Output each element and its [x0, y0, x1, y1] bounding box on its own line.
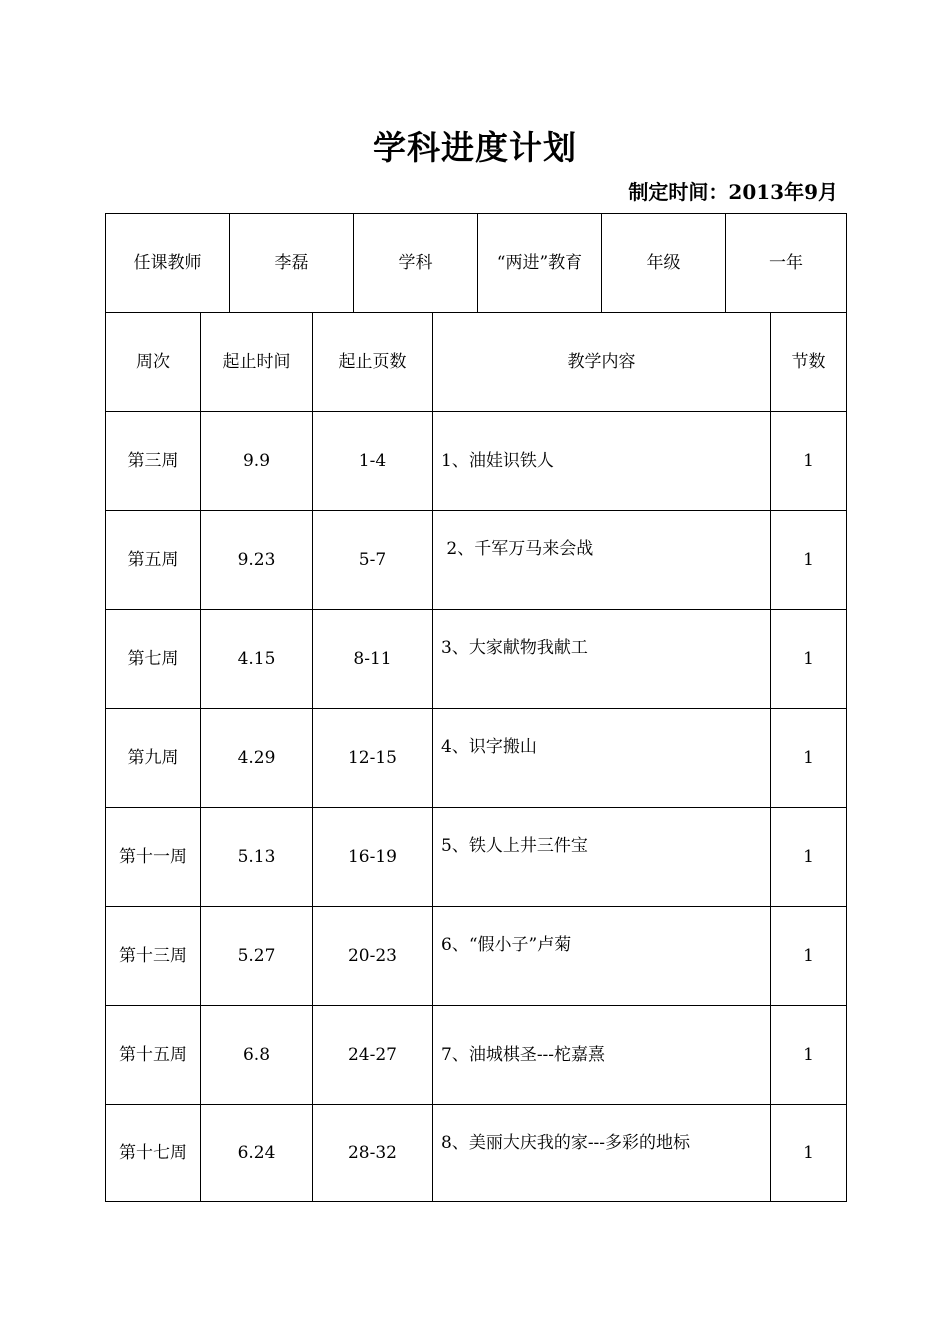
table-row [106, 808, 846, 907]
table-row [106, 511, 846, 610]
header-pages: 起止页数 [313, 313, 433, 411]
schedule-table [105, 213, 847, 1202]
table-row [106, 610, 846, 709]
week-cell: 第十三周 [106, 907, 201, 1005]
lessons-cell: 1 [803, 846, 814, 867]
time-cell: 5.27 [201, 907, 313, 1005]
pages-cell: 16-19 [313, 808, 433, 906]
teacher-value: 李磊 [230, 214, 354, 312]
pages-cell: 28-32 [313, 1105, 433, 1201]
pages-cell: 8-11 [313, 610, 433, 708]
pages-cell: 1-4 [313, 412, 433, 510]
content-cell: 4、识字搬山 [433, 709, 771, 807]
week-cell: 第三周 [106, 412, 201, 510]
info-row [106, 214, 846, 313]
header-row [106, 313, 846, 412]
content-cell: 1、油娃识铁人 [433, 412, 771, 510]
week-cell: 第七周 [106, 610, 201, 708]
time-cell: 9.23 [201, 511, 313, 609]
table-row [106, 709, 846, 808]
grade-value: 一年 [769, 252, 803, 273]
time-cell: 4.15 [201, 610, 313, 708]
content-cell: 2、千军万马来会战 [433, 511, 771, 609]
date-label: 制定时间：2013年9月 [628, 180, 838, 204]
week-cell: 第五周 [106, 511, 201, 609]
week-cell: 第九周 [106, 709, 201, 807]
subject-label: 学科 [354, 214, 478, 312]
content-cell: 7、油城棋圣---柁嘉熹 [433, 1006, 771, 1104]
content-cell: 6、“假小子”卢菊 [433, 907, 771, 1005]
pages-cell: 24-27 [313, 1006, 433, 1104]
teacher-label: 任课教师 [106, 214, 230, 312]
time-cell: 6.8 [201, 1006, 313, 1104]
header-time: 起止时间 [201, 313, 313, 411]
time-cell: 6.24 [201, 1105, 313, 1201]
subject-value: “两进”教育 [478, 214, 602, 312]
pages-cell: 12-15 [313, 709, 433, 807]
lessons-cell: 1 [803, 549, 814, 570]
time-cell: 5.13 [201, 808, 313, 906]
time-cell: 4.29 [201, 709, 313, 807]
lessons-cell: 1 [803, 648, 814, 669]
pages-cell: 5-7 [313, 511, 433, 609]
lessons-cell: 1 [803, 945, 814, 966]
lessons-cell: 1 [803, 1142, 814, 1163]
week-cell: 第十一周 [106, 808, 201, 906]
content-cell: 5、铁人上井三件宝 [433, 808, 771, 906]
week-cell: 第十七周 [106, 1105, 201, 1201]
time-cell: 9.9 [201, 412, 313, 510]
pages-cell: 20-23 [313, 907, 433, 1005]
header-week: 周次 [106, 313, 201, 411]
table-row [106, 412, 846, 511]
grade-label: 年级 [602, 214, 726, 312]
content-cell: 8、美丽大庆我的家---多彩的地标 [433, 1105, 771, 1201]
table-row [106, 1105, 846, 1201]
lessons-cell: 1 [803, 747, 814, 768]
table-row [106, 1006, 846, 1105]
lessons-cell: 1 [803, 1044, 814, 1065]
table-row [106, 907, 846, 1006]
header-lessons: 节数 [791, 351, 826, 372]
lessons-cell: 1 [803, 450, 814, 471]
header-content: 教学内容 [433, 313, 771, 411]
week-cell: 第十五周 [106, 1006, 201, 1104]
document-title: 学科进度计划 [373, 128, 577, 167]
content-cell: 3、大家献物我献工 [433, 610, 771, 708]
